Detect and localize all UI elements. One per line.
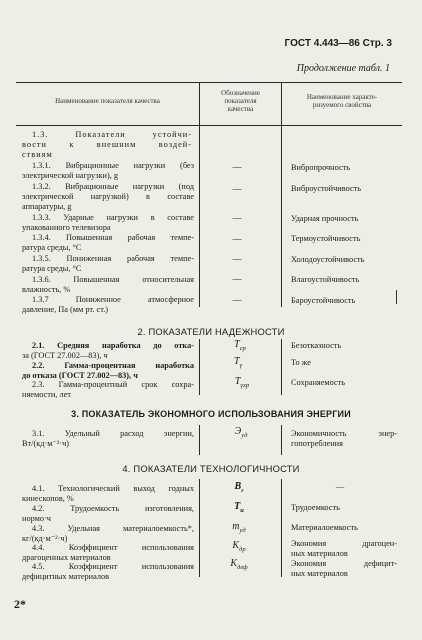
symbol-letter: К — [230, 558, 237, 569]
column-header-designation — [200, 89, 281, 113]
column-header-designation-line: Обозначение — [221, 89, 260, 97]
property-cell: — — [336, 482, 345, 491]
property-cell: ных материалов — [291, 569, 348, 578]
column-header-name: Наименование показателя качества — [55, 97, 160, 105]
row-text: кинескопов, % — [22, 494, 74, 503]
designation-symbol — [221, 427, 261, 441]
symbol-subscript: деф — [236, 564, 248, 571]
column-divider-2 — [281, 126, 282, 307]
designation-symbol — [219, 541, 259, 555]
row-text: до отказа (ГОСТ 27.002—83), ч — [22, 371, 138, 380]
margin-mark — [396, 290, 397, 304]
row-text: ратура среды, °С — [22, 243, 82, 252]
property-cell: Вибропрочность — [291, 163, 351, 172]
row-text: электрической нагрузки), g — [22, 171, 119, 180]
symbol-letter: Т — [234, 339, 240, 350]
row-text: 2.3. Гамма-процентный срок сохра- — [32, 380, 194, 389]
block-heading: 1.3. Показатели устойчи- — [32, 130, 192, 139]
symbol-letter: К — [232, 540, 240, 551]
property-cell: Бароустойчивость — [291, 296, 356, 305]
row-text: влажность, % — [22, 285, 71, 294]
designation-dash: — — [232, 213, 242, 223]
table-top-rule — [16, 82, 402, 83]
designation-dash: — — [232, 234, 242, 244]
symbol-letter: Т — [234, 376, 241, 387]
property-cell: То же — [291, 358, 311, 367]
designation-dash: — — [232, 295, 242, 305]
row-text: 1.3.6. Повышенная относительная — [32, 275, 194, 284]
row-text: давление, Па (мм рт. ст.) — [22, 305, 109, 314]
table-continuation-label: Продолжение табл. 1 — [296, 63, 390, 74]
row-text: 4.1. Технологический выход годных — [32, 484, 194, 493]
column-divider-2 — [281, 425, 282, 455]
row-text: 4.4. Коэффициент использования — [32, 543, 194, 552]
row-text: драгоценных материалов — [22, 553, 111, 562]
column-divider-2 — [281, 479, 282, 577]
symbol-letter: Э — [234, 426, 242, 437]
page-footer-mark: 2* — [14, 597, 26, 611]
property-cell: Экономия дефицит- — [291, 559, 397, 568]
designation-dash: — — [232, 184, 242, 194]
row-text: дефицитных материалов — [22, 572, 110, 581]
row-text: аппаратуры, g — [22, 202, 72, 211]
row-text: 3.1. Удельный расход энергии, — [32, 429, 194, 438]
property-cell: Безотказность — [291, 341, 342, 350]
property-cell: Термоустойчивость — [291, 234, 361, 243]
row-text: 1.3.1. Вибрационные нагрузки (без — [32, 161, 194, 170]
property-cell: Ударная прочность — [291, 214, 359, 223]
row-text: 1.3.7 Пониженное атмосферное — [32, 295, 194, 304]
column-header-property-line: Наименование характе- — [306, 93, 378, 101]
row-text: Вт/(кд·м⁻²·ч) — [22, 439, 70, 448]
row-text: кг/(кд·м⁻²·ч) — [22, 534, 68, 543]
designation-dash: — — [232, 254, 242, 264]
row-text: 4.3. Удельная материалоемкость*, — [32, 524, 194, 533]
property-cell: Сохраняемость — [291, 378, 346, 387]
designation-symbol — [222, 377, 262, 391]
property-cell: Виброустойчивость — [291, 184, 362, 193]
symbol-subscript: уд — [239, 527, 246, 534]
column-header-designation-line: показателя — [224, 97, 257, 105]
designation-symbol — [219, 482, 259, 496]
row-text: 1.3.3. Ударные нагрузки в составе — [32, 213, 194, 222]
block-heading: вости к внешним воздей- — [22, 140, 192, 149]
column-header-property — [282, 93, 402, 109]
property-cell: ных материалов — [291, 549, 348, 558]
page-header: ГОСТ 4.443—86 Стр. 3 — [284, 38, 392, 49]
column-divider-1 — [199, 339, 200, 395]
column-divider-1 — [199, 479, 200, 577]
property-cell: Экономичность энер- — [291, 429, 397, 438]
symbol-letter: т — [232, 521, 240, 532]
row-text: упакованного телевизора — [22, 223, 111, 232]
symbol-letter: В — [234, 481, 242, 492]
designation-symbol — [218, 357, 258, 371]
symbol-subscript: и — [240, 507, 244, 514]
section-title: 3. ПОКАЗАТЕЛЬ ЭКОНОМНОГО ИСПОЛЬЗОВАНИЯ ЭНЕРГИИ — [71, 409, 351, 419]
symbol-subscript: ср — [239, 345, 246, 352]
designation-symbol — [220, 340, 260, 354]
designation-symbol — [219, 502, 259, 516]
designation-symbol — [219, 559, 259, 573]
row-text: няемости, лет — [22, 390, 71, 399]
section-title: 2. ПОКАЗАТЕЛИ НАДЕЖНОСТИ — [137, 326, 285, 337]
property-cell: Влагоустойчивость — [291, 275, 360, 284]
property-cell: Материалоемкость — [291, 523, 358, 532]
table-header-rule — [16, 125, 402, 126]
section-title: 4. ПОКАЗАТЕЛИ ТЕХНОЛОГИЧНОСТИ — [122, 463, 300, 474]
row-text: 2.2. Гамма-процентная наработка — [32, 361, 194, 370]
property-cell: гопотребления — [291, 439, 343, 448]
property-cell: Холодоустойчивость — [291, 255, 365, 264]
column-divider-1 — [199, 425, 200, 455]
row-text: нормо·ч — [22, 514, 51, 523]
row-text: за (ГОСТ 27.002—83), ч — [22, 351, 108, 360]
row-text: 1.3.5. Пониженная рабочая темпе- — [32, 254, 194, 263]
symbol-letter: Т — [233, 356, 240, 367]
symbol-letter: Т — [234, 501, 241, 512]
designation-dash: — — [232, 162, 242, 172]
symbol-subscript: г — [241, 487, 244, 494]
symbol-subscript: γхр — [240, 382, 250, 389]
row-text: 1.3.4. Повышенная рабочая темпе- — [32, 233, 194, 242]
row-text: 2.1. Средняя наработка до отка- — [32, 341, 194, 350]
column-header-designation-line: качества — [227, 105, 254, 113]
row-text: электрической нагрузкой) в составе — [22, 192, 194, 201]
symbol-subscript: уд — [241, 432, 248, 439]
column-divider-2 — [281, 339, 282, 395]
block-heading: ствиям — [22, 150, 53, 159]
symbol-subscript: γ — [239, 362, 243, 369]
column-divider-1 — [199, 126, 200, 307]
property-cell: Экономия драгоцен- — [291, 539, 397, 548]
row-text: 4.2. Трудоемкость изготовления, — [32, 504, 194, 513]
designation-symbol — [219, 522, 259, 536]
row-text: 4.5. Коэффициент использования — [32, 562, 194, 571]
symbol-subscript: др — [239, 546, 246, 553]
property-cell: Трудоемкость — [291, 503, 340, 512]
column-header-property-line: ризуемого свойства — [312, 101, 372, 109]
designation-dash: — — [232, 274, 242, 284]
row-text: ратура среды, °С — [22, 264, 82, 273]
row-text: 1.3.2. Вибрационные нагрузки (под — [32, 182, 194, 191]
